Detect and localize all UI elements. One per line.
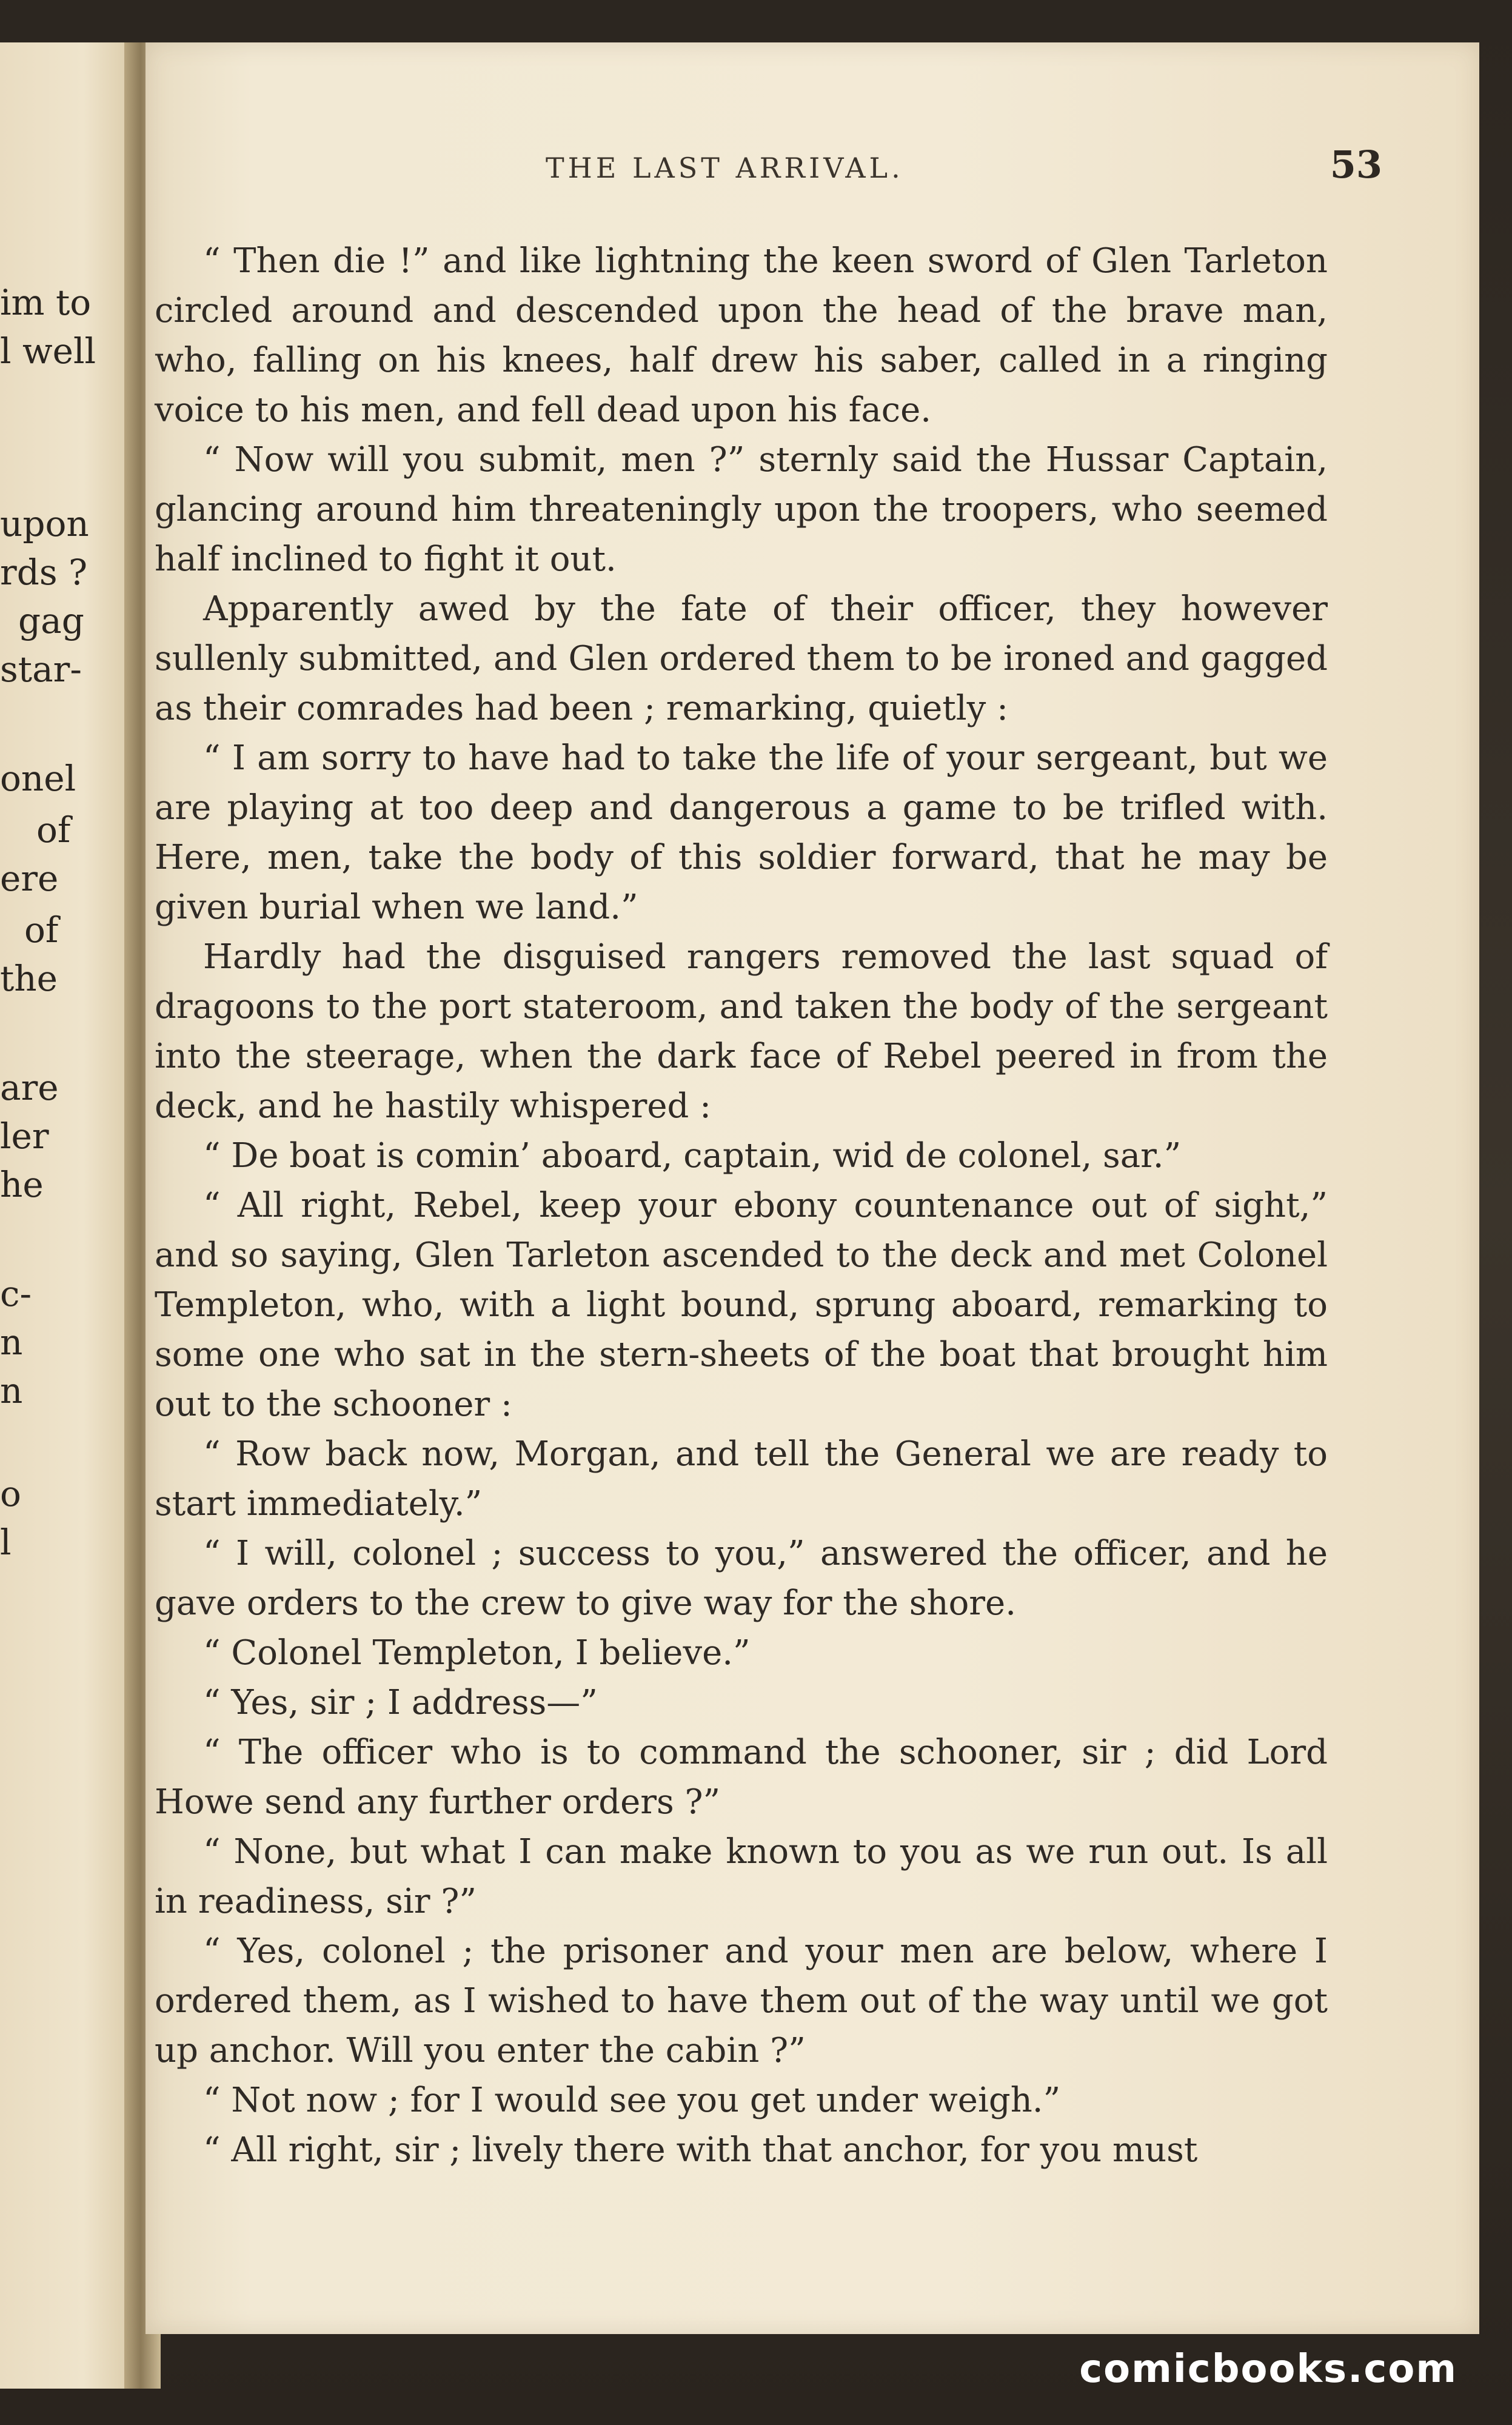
facing-page-fragment: he [0, 1164, 44, 1205]
facing-page-fragment: gag [18, 600, 84, 641]
running-head: THE LAST ARRIVAL. [546, 152, 904, 184]
paragraph: “ Row back now, Morgan, and tell the General we are ready to start immediately.” [155, 1434, 1328, 1524]
facing-page-fragment: of [24, 909, 59, 951]
facing-page-fragment: star- [0, 649, 82, 690]
facing-page-fragment: onel [0, 758, 76, 799]
facing-page-fragment: c- [0, 1273, 32, 1314]
paragraph: “ Not now ; for I would see you get under weigh.” [203, 2081, 1061, 2120]
paragraph: “ Yes, colonel ; the prisoner and your men are below, where I ordered them, as I wished to have them out of the way until we got up anchor. Will you enter the cabin ?” [155, 1932, 1328, 2070]
facing-page-fragment: are [0, 1067, 59, 1108]
page-body [155, 236, 1328, 2175]
paragraph: “ De boat is comin’ aboard, captain, wid de colonel, sar.” [203, 1136, 1182, 1176]
paragraph: “ I will, colonel ; success to you,” answered the officer, and he gave orders to the crew to give way for the shore. [155, 1534, 1328, 1623]
facing-page-fragment: n [0, 1322, 23, 1363]
watermark: comicbooks.com [1079, 2347, 1457, 2392]
facing-page-fragment: l well [0, 330, 96, 372]
facing-page-fragment: rds ? [0, 552, 88, 593]
facing-page-fragment: o [0, 1473, 21, 1514]
paragraph: “ All right, sir ; lively there with that anchor, for you must [203, 2130, 1198, 2170]
facing-page-fragment: im to [0, 282, 92, 323]
paragraph: Apparently awed by the fate of their officer, they however sullenly submitted, and Glen ordered them to be ironed and gagged as their comrades had been ; remarking, quietly : [155, 589, 1328, 728]
paragraph: “ None, but what I can make known to you as we run out. Is all in readiness, sir ?” [155, 1832, 1328, 1921]
paragraph: “ Yes, sir ; I address—” [203, 1683, 598, 1722]
facing-page-fragment: the [0, 958, 58, 999]
facing-page-fragment: ler [0, 1116, 49, 1157]
paragraph: Hardly had the disguised rangers removed the last squad of dragoons to the port stateroom, and taken the body of the sergeant into the steerage, when the dark face of Rebel peered in from the deck, and he hastily whispered : [155, 937, 1328, 1126]
paragraph: “ The officer who is to command the schooner, sir ; did Lord Howe send any further orders ?” [155, 1733, 1328, 1822]
facing-page-fragment: n [0, 1370, 23, 1411]
page-number: 53 [1330, 142, 1382, 187]
paragraph: “ Now will you submit, men ?” sternly said the Hussar Captain, glancing around him threateningly upon the troopers, who seemed half inclined to fight it out. [155, 440, 1328, 579]
facing-page-fragment: upon [0, 503, 89, 544]
paragraph: “ Then die !” and like lightning the keen sword of Glen Tarleton circled around and descended upon the head of the brave man, who, falling on his knees, half drew his saber, called in a ringing voice to his men, and fell dead upon his face. [155, 241, 1328, 430]
facing-page-edge [0, 42, 139, 2389]
page-header [146, 139, 1382, 188]
facing-page-fragment: ere [0, 858, 59, 899]
paragraph: “ All right, Rebel, keep your ebony countenance out of sight,” and so saying, Glen Tarleton ascended to the deck and met Colonel Templeton, who, with a light bound, sprung aboard, remarking to some one who sat in the stern-sheets of the boat that brought him out to the schooner : [155, 1186, 1328, 1424]
facing-page-fragment: l [0, 1522, 12, 1563]
paragraph: “ Colonel Templeton, I believe.” [203, 1633, 751, 1673]
facing-page-fragment: of [36, 809, 71, 851]
paragraph: “ I am sorry to have had to take the life of your sergeant, but we are playing at too deep and dangerous a game to be trifled with. Here, men, take the body of this soldier forward, that he may be given burial when we land.” [155, 738, 1328, 927]
